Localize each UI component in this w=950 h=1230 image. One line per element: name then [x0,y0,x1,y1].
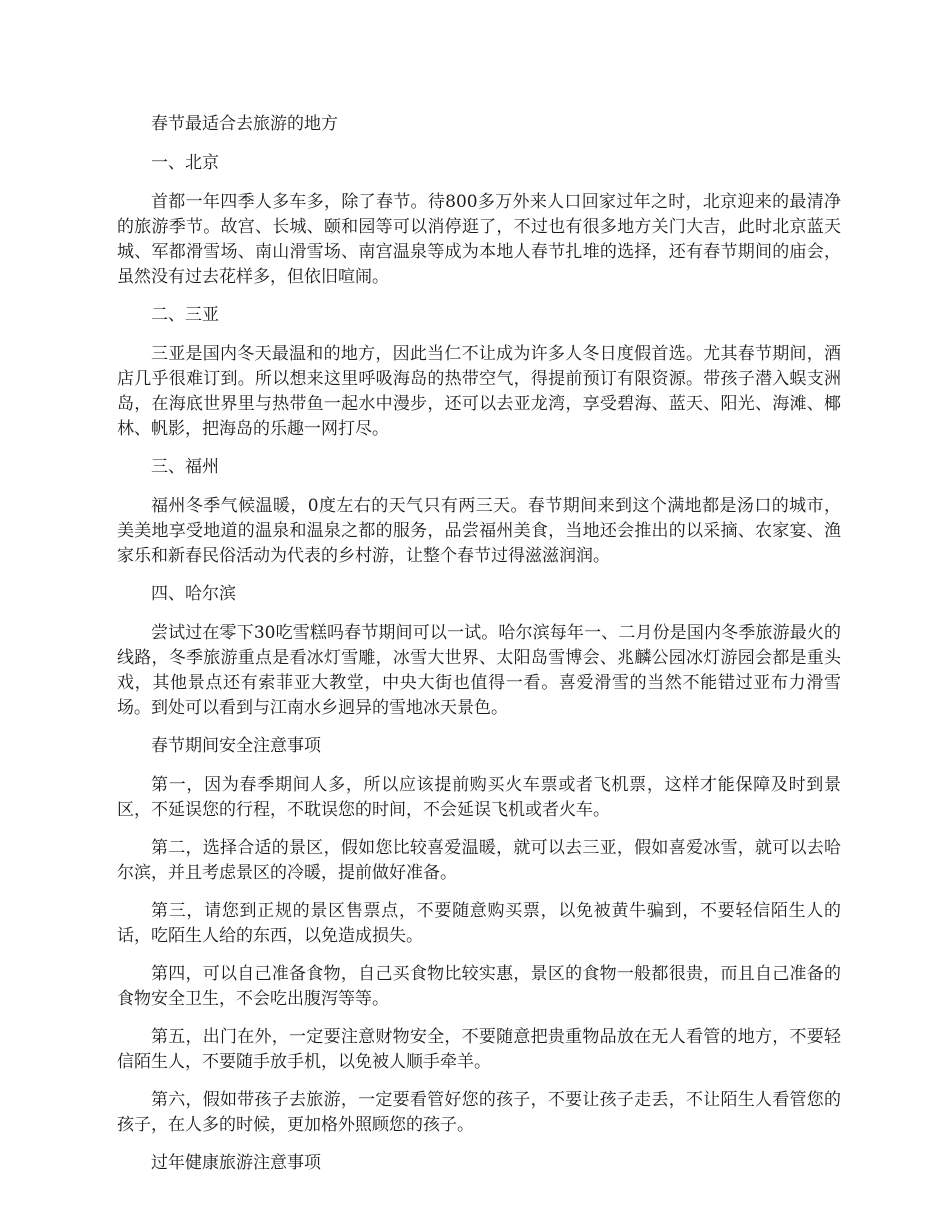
health-heading: 过年健康旅游注意事项 [151,1153,321,1173]
document-page [117,112,841,1190]
safety-item-4: 第四，可以自己准备食物，自己买食物比较实惠，景区的食物一般都很贵，而且自己准备的食物安全卫生，不会吃出腹泻等等。 [117,964,841,1009]
safety-item-6: 第六，假如带孩子去旅游，一定要看管好您的孩子，不要让孩子走丢，不让陌生人看管您的孩子，在人多的时候，更加格外照顾您的孩子。 [117,1090,841,1135]
section-heading-fuzhou: 三、福州 [151,457,219,477]
safety-item-1: 第一，因为春季期间人多，所以应该提前购买火车票或者飞机票，这样才能保障及时到景区，不延误您的行程，不耽误您的时间，不会延误飞机或者火车。 [117,775,841,820]
safety-item-3: 第三，请您到正规的景区售票点，不要随意购买票，以免被黄牛骗到，不要轻信陌生人的话，吃陌生人给的东西，以免造成损失。 [117,901,841,946]
section-heading-beijing: 一、北京 [151,153,219,173]
safety-heading: 春节期间安全注意事项 [151,736,321,756]
document-title: 春节最适合去旅游的地方 [151,114,338,134]
section-body-beijing: 首都一年四季人多车多，除了春节。待800多万外来人口回家过年之时，北京迎来的最清净的旅游季节。故宫、长城、颐和园等可以消停逛了，不过也有很多地方关门大吉，此时北京蓝天城、军都滑雪场、南山滑雪场、南宫温泉等成为本地人春节扎堆的选择，还有春节期间的庙会，虽然没有过去花样多，但依旧喧闹。 [117,192,841,287]
section-heading-sanya: 二、三亚 [151,305,219,325]
section-body-harbin: 尝试过在零下30吃雪糕吗春节期间可以一试。哈尔滨每年一、二月份是国内冬季旅游最火的线路，冬季旅游重点是看冰灯雪雕，冰雪大世界、太阳岛雪博会、兆麟公园冰灯游园会都是重头戏，其他景点还有索菲亚大教堂，中央大街也值得一看。喜爱滑雪的当然不能错过亚布力滑雪场。到处可以看到与江南水乡迥异的雪地冰天景色。 [117,623,841,718]
safety-item-2: 第二，选择合适的景区，假如您比较喜爱温暖，就可以去三亚，假如喜爱冰雪，就可以去哈尔滨，并且考虑景区的冷暖，提前做好准备。 [117,838,841,883]
section-body-fuzhou: 福州冬季气候温暖，0度左右的天气只有两三天。春节期间来到这个满地都是汤口的城市，美美地享受地道的温泉和温泉之都的服务，品尝福州美食，当地还会推出的以采摘、农家宴、渔家乐和新春民俗活动为代表的乡村游，让整个春节过得滋滋润润。 [117,496,841,566]
safety-item-5: 第五，出门在外，一定要注意财物安全，不要随意把贵重物品放在无人看管的地方，不要轻信陌生人，不要随手放手机，以免被人顺手牵羊。 [117,1027,841,1072]
section-body-sanya: 三亚是国内冬天最温和的地方，因此当仁不让成为许多人冬日度假首选。尤其春节期间，酒店几乎很难订到。所以想来这里呼吸海岛的热带空气，得提前预订有限资源。带孩子潜入蜈支洲岛，在海底世界里与热带鱼一起水中漫步，还可以去亚龙湾，享受碧海、蓝天、阳光、海滩、椰林、帆影，把海岛的乐趣一网打尽。 [117,344,841,439]
section-heading-harbin: 四、哈尔滨 [151,584,236,604]
